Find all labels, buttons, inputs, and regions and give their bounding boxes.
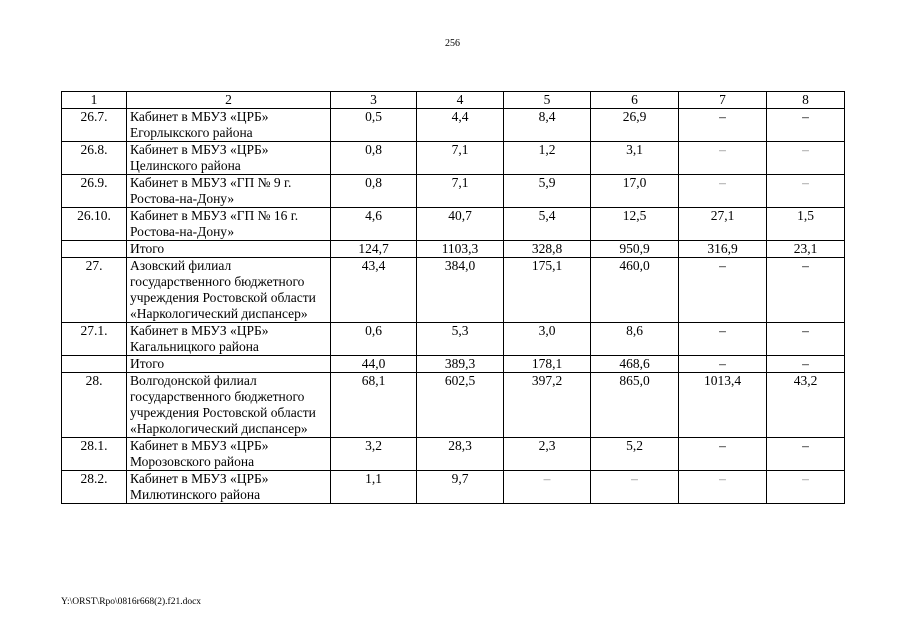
table-row xyxy=(62,373,845,438)
institution-name-cell: Кабинет в МБУЗ «ГП № 9 г. Ростова-на-Дону» xyxy=(127,175,331,208)
value-cell: – xyxy=(767,175,845,208)
value-cell: 0,5 xyxy=(331,109,417,142)
value-cell: 0,8 xyxy=(331,175,417,208)
row-number-cell: 26.7. xyxy=(62,109,127,142)
column-header: 7 xyxy=(679,92,767,109)
institution-name-cell: Азовский филиал государственного бюджетного учреждения Ростовской области «Наркологический диспансер» xyxy=(127,258,331,323)
row-number-cell: 27.1. xyxy=(62,323,127,356)
institution-name-cell: Волгодонской филиал государственного бюджетного учреждения Ростовской области «Наркологический диспансер» xyxy=(127,373,331,438)
value-cell: – xyxy=(679,323,767,356)
value-cell: – xyxy=(679,175,767,208)
table-row xyxy=(62,323,845,356)
table-row xyxy=(62,109,845,142)
value-cell: 44,0 xyxy=(331,356,417,373)
value-cell: 328,8 xyxy=(504,241,591,258)
row-number-cell: 28.2. xyxy=(62,471,127,504)
value-cell: 384,0 xyxy=(417,258,504,323)
value-cell: 43,4 xyxy=(331,258,417,323)
value-cell: – xyxy=(679,471,767,504)
value-cell: 9,7 xyxy=(417,471,504,504)
row-number-cell: 26.8. xyxy=(62,142,127,175)
institution-name-cell: Кабинет в МБУЗ «ЦРБ» Кагальницкого района xyxy=(127,323,331,356)
value-cell: – xyxy=(679,356,767,373)
value-cell: 40,7 xyxy=(417,208,504,241)
row-number-cell: 26.10. xyxy=(62,208,127,241)
value-cell: – xyxy=(767,356,845,373)
value-cell: – xyxy=(679,142,767,175)
value-cell: 3,2 xyxy=(331,438,417,471)
value-cell: 1,1 xyxy=(331,471,417,504)
value-cell: – xyxy=(679,109,767,142)
row-number-cell: 27. xyxy=(62,258,127,323)
row-number-cell xyxy=(62,241,127,258)
column-header: 6 xyxy=(591,92,679,109)
value-cell: 12,5 xyxy=(591,208,679,241)
value-cell: 5,9 xyxy=(504,175,591,208)
column-header: 8 xyxy=(767,92,845,109)
value-cell: 397,2 xyxy=(504,373,591,438)
table-row xyxy=(62,258,845,323)
value-cell: – xyxy=(767,109,845,142)
value-cell: – xyxy=(591,471,679,504)
value-cell: 68,1 xyxy=(331,373,417,438)
value-cell: 2,3 xyxy=(504,438,591,471)
table-row xyxy=(62,208,845,241)
row-number-cell xyxy=(62,356,127,373)
institution-name-cell: Кабинет в МБУЗ «ЦРБ» Милютинского района xyxy=(127,471,331,504)
column-header: 1 xyxy=(62,92,127,109)
value-cell: 602,5 xyxy=(417,373,504,438)
value-cell: 178,1 xyxy=(504,356,591,373)
value-cell: 17,0 xyxy=(591,175,679,208)
value-cell: 0,8 xyxy=(331,142,417,175)
value-cell: 5,3 xyxy=(417,323,504,356)
value-cell: 3,0 xyxy=(504,323,591,356)
value-cell: 124,7 xyxy=(331,241,417,258)
table-header-row xyxy=(62,92,845,109)
institution-name-cell: Кабинет в МБУЗ «ГП № 16 г. Ростова-на-Дону» xyxy=(127,208,331,241)
value-cell: 23,1 xyxy=(767,241,845,258)
page-number: 256 xyxy=(445,38,460,49)
column-header: 2 xyxy=(127,92,331,109)
value-cell: – xyxy=(504,471,591,504)
table-row xyxy=(62,356,845,373)
table-row xyxy=(62,241,845,258)
value-cell: 950,9 xyxy=(591,241,679,258)
value-cell: – xyxy=(767,323,845,356)
value-cell: 7,1 xyxy=(417,142,504,175)
institution-name-cell: Итого xyxy=(127,356,331,373)
value-cell: 28,3 xyxy=(417,438,504,471)
column-header: 3 xyxy=(331,92,417,109)
value-cell: 1013,4 xyxy=(679,373,767,438)
value-cell: – xyxy=(767,471,845,504)
table-row xyxy=(62,175,845,208)
value-cell: 0,6 xyxy=(331,323,417,356)
value-cell: 5,2 xyxy=(591,438,679,471)
value-cell: 389,3 xyxy=(417,356,504,373)
institution-name-cell: Кабинет в МБУЗ «ЦРБ» Морозовского района xyxy=(127,438,331,471)
table-row xyxy=(62,471,845,504)
value-cell: 8,4 xyxy=(504,109,591,142)
value-cell: 316,9 xyxy=(679,241,767,258)
value-cell: 3,1 xyxy=(591,142,679,175)
value-cell: 1,2 xyxy=(504,142,591,175)
row-number-cell: 28.1. xyxy=(62,438,127,471)
footer-file-path: Y:\ORST\Rpo\0816r668(2).f21.docx xyxy=(61,597,202,607)
row-number-cell: 28. xyxy=(62,373,127,438)
institution-name-cell: Итого xyxy=(127,241,331,258)
value-cell: – xyxy=(679,438,767,471)
column-header: 4 xyxy=(417,92,504,109)
value-cell: 5,4 xyxy=(504,208,591,241)
value-cell: 468,6 xyxy=(591,356,679,373)
institution-name-cell: Кабинет в МБУЗ «ЦРБ» Егорлыкского района xyxy=(127,109,331,142)
table-body xyxy=(62,92,845,504)
value-cell: 26,9 xyxy=(591,109,679,142)
value-cell: 1103,3 xyxy=(417,241,504,258)
value-cell: 7,1 xyxy=(417,175,504,208)
institution-name-cell: Кабинет в МБУЗ «ЦРБ» Целинского района xyxy=(127,142,331,175)
value-cell: 8,6 xyxy=(591,323,679,356)
data-table xyxy=(61,91,845,504)
table-row xyxy=(62,438,845,471)
value-cell: 4,6 xyxy=(331,208,417,241)
value-cell: 1,5 xyxy=(767,208,845,241)
value-cell: – xyxy=(767,438,845,471)
value-cell: 43,2 xyxy=(767,373,845,438)
value-cell: – xyxy=(679,258,767,323)
value-cell: 4,4 xyxy=(417,109,504,142)
table-row xyxy=(62,142,845,175)
value-cell: 27,1 xyxy=(679,208,767,241)
column-header: 5 xyxy=(504,92,591,109)
row-number-cell: 26.9. xyxy=(62,175,127,208)
value-cell: – xyxy=(767,142,845,175)
value-cell: 175,1 xyxy=(504,258,591,323)
value-cell: – xyxy=(767,258,845,323)
value-cell: 460,0 xyxy=(591,258,679,323)
value-cell: 865,0 xyxy=(591,373,679,438)
